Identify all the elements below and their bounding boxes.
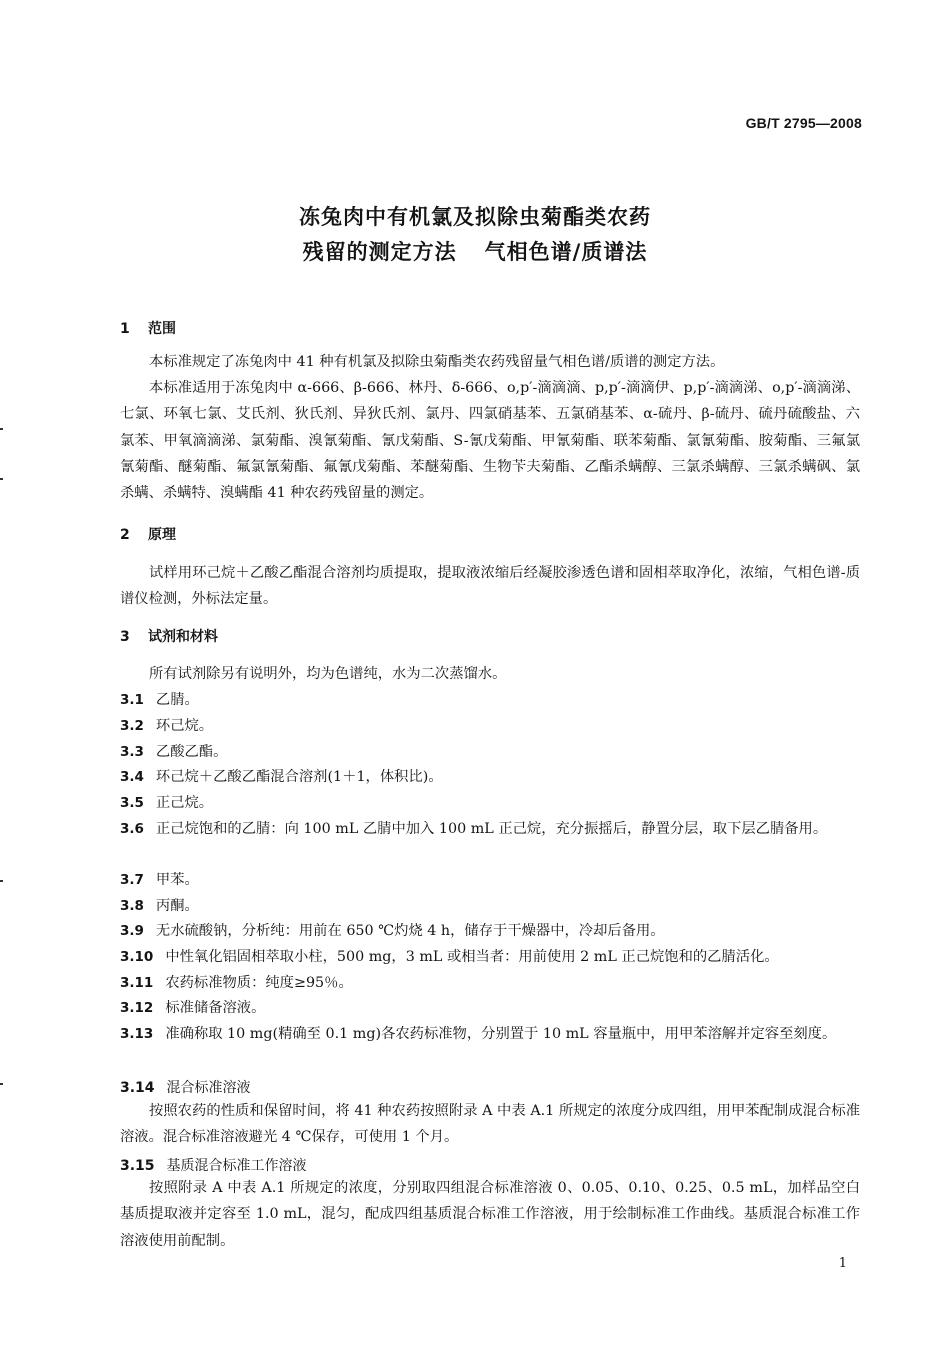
reagent-item — [120, 995, 860, 1021]
item-text: 环己烷＋乙酸乙酯混合溶剂(1＋1，体积比)。 — [155, 769, 443, 785]
scan-mark — [0, 428, 3, 430]
section-title: 试剂和材料 — [148, 629, 218, 645]
reagent-item — [120, 1021, 860, 1047]
reagents-intro-paragraph: 所有试剂除另有说明外，均为色谱纯，水为二次蒸馏水。 — [149, 666, 507, 682]
reagent-item — [120, 867, 860, 893]
item-text: 无水硫酸钠，分析纯：用前在 650 ℃灼烧 4 h，储存于干燥器中，冷却后备用。 — [155, 923, 665, 939]
item-number: 3.4 — [120, 769, 144, 785]
item-number: 3.12 — [120, 1000, 154, 1016]
item-text: 甲苯。 — [155, 872, 199, 888]
item-text: 中性氧化铝固相萃取小柱，500 mg，3 mL 或相当者：用前使用 2 mL 正己烷饱和的乙腈活化。 — [165, 949, 779, 965]
scan-mark — [0, 1083, 3, 1085]
scan-mark — [0, 478, 3, 480]
item-text: 正己烷。 — [155, 795, 214, 811]
section-heading-scope — [120, 318, 176, 338]
subsection-heading-matrix-standard — [120, 1155, 307, 1175]
item-text: 环己烷。 — [155, 718, 214, 734]
item-number: 3.9 — [120, 923, 144, 939]
scan-mark — [0, 880, 3, 882]
item-number: 3.15 — [120, 1158, 155, 1174]
section-number: 1 — [120, 321, 130, 337]
item-number: 3.11 — [120, 975, 154, 991]
item-number: 3.2 — [120, 718, 144, 734]
item-text: 乙酸乙酯。 — [155, 744, 228, 760]
matrix-standard-paragraph: 按照附录 A 中表 A.1 所规定的浓度，分别取四组混合标准溶液 0、0.05、0.10、0.25、0.5 mL，加样品空白基质提取液并定容至 1.0 mL，混匀，配成四组基质混合标准工作溶液，用于绘制标准工作曲线。基质混合标准工作溶液使用前配制。 — [120, 1180, 860, 1249]
item-text: 丙酮。 — [155, 898, 199, 914]
section-number: 3 — [120, 629, 130, 645]
reagent-item — [120, 944, 860, 970]
reagent-item — [120, 970, 860, 996]
document-title-line2 — [0, 236, 950, 266]
item-text: 乙腈。 — [155, 692, 199, 708]
reagent-item — [120, 687, 860, 713]
item-number: 3.1 — [120, 692, 144, 708]
item-text: 准确称取 10 mg(精确至 0.1 mg)各农药标准物，分别置于 10 mL 容量瓶中，用甲苯溶解并定容至刻度。 — [165, 1026, 837, 1042]
item-text: 农药标准物质：纯度≥95％。 — [165, 975, 353, 991]
section-title: 范围 — [148, 321, 176, 337]
document-title-line1: 冻兔肉中有机氯及拟除虫菊酯类农药 — [299, 205, 651, 229]
item-number: 3.8 — [120, 898, 144, 914]
item-number: 3.6 — [120, 821, 144, 837]
section-title: 原理 — [148, 527, 176, 543]
title-line2-part-a: 残留的测定方法 — [302, 240, 457, 264]
item-text: 正己烷饱和的乙腈：向 100 mL 乙腈中加入 100 mL 正己烷，充分振摇后，静置分层，取下层乙腈备用。 — [155, 821, 828, 837]
item-number: 3.5 — [120, 795, 144, 811]
title-line2-part-b: 气相色谱/质谱法 — [484, 240, 648, 264]
item-text: 标准储备溶液。 — [165, 1000, 266, 1016]
section-number: 2 — [120, 527, 130, 543]
scope-paragraph-1: 本标准规定了冻兔肉中 41 种有机氯及拟除虫菊酯类农药残留量气相色谱/质谱的测定方法。 — [149, 354, 725, 370]
item-number: 3.13 — [120, 1026, 154, 1042]
section-heading-principle — [120, 524, 176, 544]
scope-paragraph-2: 本标准适用于冻兔肉中 α-666、β-666、林丹、δ-666、o,p′-滴滴滴、p,p′-滴滴伊、p,p′-滴滴涕、o,p′-滴滴涕、七氯、环氧七氯、艾氏剂、狄氏剂、异狄氏剂、氯丹、四氯硝基苯、五氯硝基苯、α-硫丹、β-硫丹、硫丹硫酸盐、六氯苯、甲氧滴滴涕、氯菊酯、溴氰菊酯、氰戊菊酯、S-氰戊菊酯、甲氰菊酯、联苯菊酯、氯氰菊酯、胺菊酯、三氟氯氰菊酯、醚菊酯、氟氯氰菊酯、氟氰戊菊酯、苯醚菊酯、生物苄夫菊酯、乙酯杀螨醇、三氯杀螨醇、三氯杀螨砜、氯杀螨、杀螨特、溴螨酯 41 种农药残留量的测定。 — [120, 380, 860, 502]
item-number: 3.10 — [120, 949, 154, 965]
reagent-item — [120, 816, 860, 842]
reagent-item — [120, 713, 860, 739]
item-number: 3.14 — [120, 1080, 155, 1096]
reagent-item — [120, 790, 860, 816]
item-number: 3.3 — [120, 744, 144, 760]
reagent-item — [120, 739, 860, 765]
section-heading-reagents — [120, 626, 218, 646]
reagent-item — [120, 893, 860, 919]
standard-code: GB/T 2795—2008 — [745, 115, 862, 131]
subsection-heading-mixed-standard — [120, 1077, 251, 1097]
principle-paragraph: 试样用环己烷＋乙酸乙酯混合溶剂均质提取，提取液浓缩后经凝胶渗透色谱和固相萃取净化，浓缩，气相色谱-质谱仪检测，外标法定量。 — [120, 565, 860, 608]
item-text: 基质混合标准工作溶液 — [166, 1158, 307, 1174]
item-number: 3.7 — [120, 872, 144, 888]
reagent-item — [120, 764, 860, 790]
item-text: 混合标准溶液 — [166, 1080, 251, 1096]
reagent-item — [120, 918, 860, 944]
page-number: 1 — [838, 1256, 847, 1271]
mixed-standard-paragraph: 按照农药的性质和保留时间，将 41 种农药按照附录 A 中表 A.1 所规定的浓度分成四组，用甲苯配制成混合标准溶液。混合标准溶液避光 4 ℃保存，可使用 1 个月。 — [120, 1103, 860, 1146]
